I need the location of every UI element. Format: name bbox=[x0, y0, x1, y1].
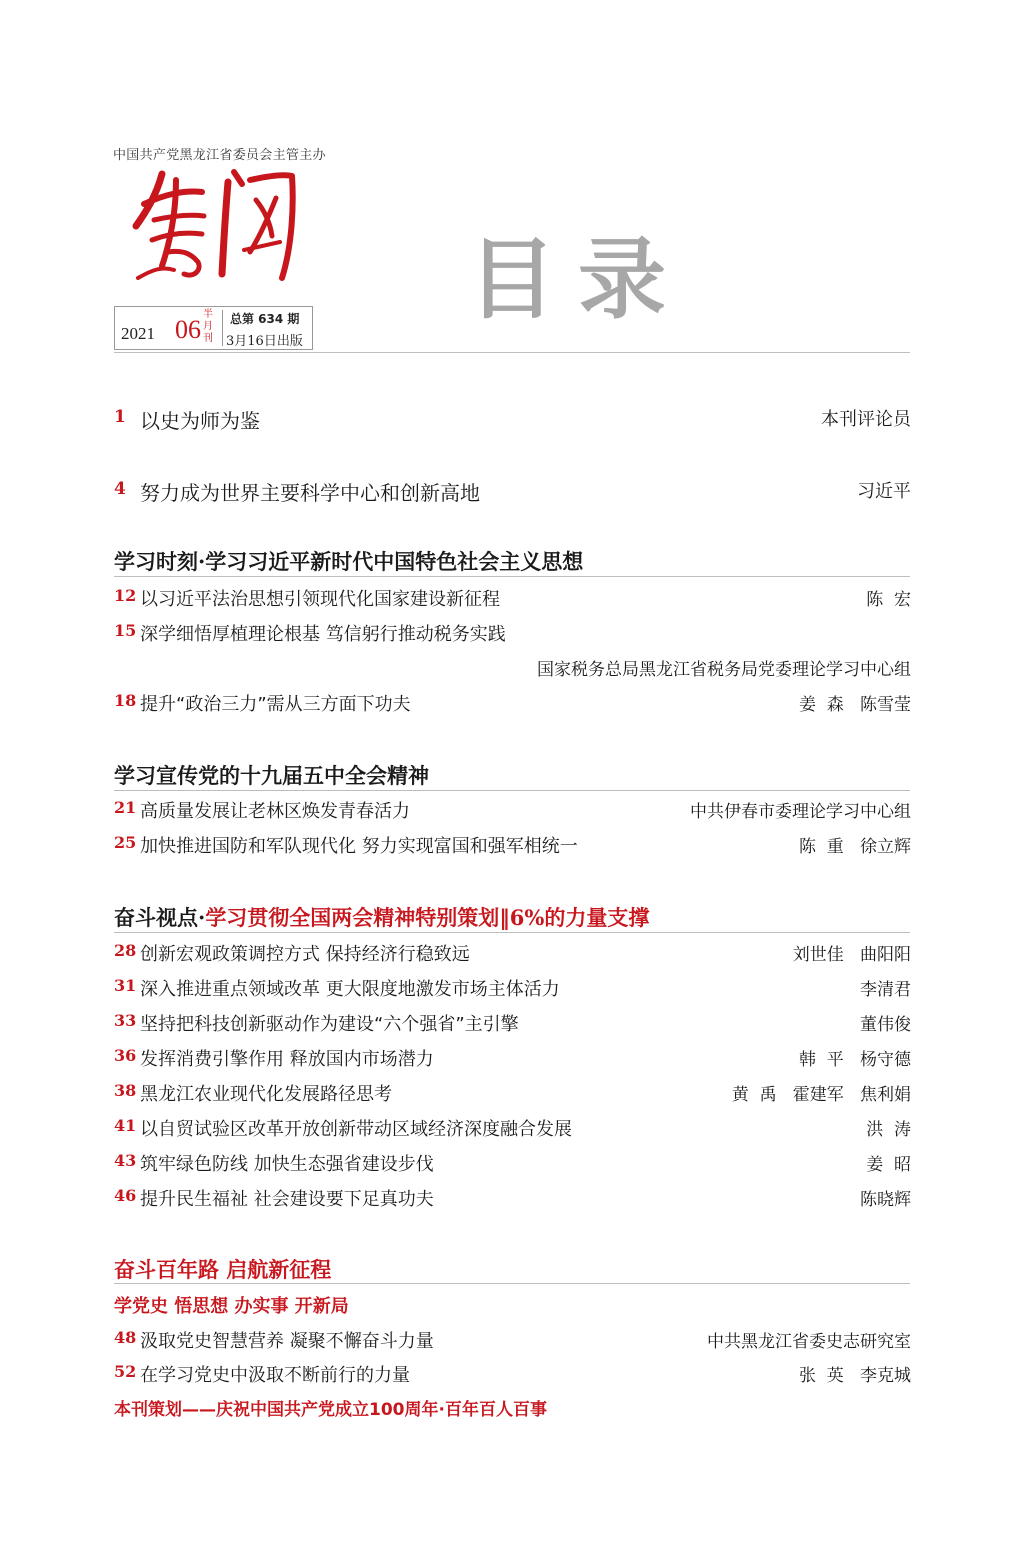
article-author: 洪 涛 bbox=[866, 1120, 911, 1140]
page-number: 15 bbox=[114, 621, 137, 640]
page-number: 33 bbox=[114, 1011, 137, 1030]
toc-entry[interactable] bbox=[114, 1359, 911, 1389]
section-heading bbox=[114, 902, 649, 932]
page-number: 46 bbox=[114, 1186, 137, 1205]
section-rule bbox=[114, 576, 910, 577]
article-author: 陈晓辉 bbox=[860, 1190, 911, 1210]
article-title: 以史为师为鉴 bbox=[140, 409, 260, 433]
page-number: 28 bbox=[114, 941, 137, 960]
header-rule bbox=[114, 352, 910, 353]
article-title: 汲取党史智慧营养 凝聚不懈奋斗力量 bbox=[140, 1331, 434, 1352]
toc-entry[interactable] bbox=[114, 403, 911, 433]
supervisor-line: 中国共产党黑龙江省委员会主管主办 bbox=[113, 148, 326, 163]
article-author: 张 英 李克城 bbox=[798, 1366, 911, 1386]
toc-entry[interactable] bbox=[114, 1078, 911, 1108]
article-title: 以自贸试验区改革开放创新带动区域经济深度融合发展 bbox=[140, 1119, 572, 1140]
section-heading: 奋斗百年路 启航新征程 bbox=[114, 1257, 332, 1282]
article-author: 中共黑龙江省委史志研究室 bbox=[707, 1332, 911, 1352]
section-rule bbox=[114, 932, 910, 933]
section-rule bbox=[114, 790, 910, 791]
section-subheading: 学党史 悟思想 办实事 开新局 bbox=[114, 1296, 349, 1317]
article-title: 高质量发展让老林区焕发青春活力 bbox=[140, 801, 410, 822]
article-author: 习近平 bbox=[857, 481, 911, 502]
page-number: 4 bbox=[114, 479, 126, 499]
article-title: 深入推进重点领域改革 更大限度地激发市场主体活力 bbox=[140, 979, 560, 1000]
article-title: 坚持把科技创新驱动作为建设“六个强省”主引擎 bbox=[140, 1014, 519, 1035]
toc-title: 目录 bbox=[468, 228, 689, 331]
magazine-logo bbox=[132, 166, 302, 286]
toc-entry[interactable] bbox=[114, 1043, 911, 1073]
article-author-org: 国家税务总局黑龙江省税务局党委理论学习中心组 bbox=[537, 660, 911, 680]
article-author: 陈 重 徐立辉 bbox=[798, 837, 911, 857]
article-title: 发挥消费引擎作用 释放国内市场潜力 bbox=[140, 1049, 434, 1070]
total-issue: 总第 634 期 bbox=[230, 312, 300, 326]
section-heading-prefix: 奋斗视点· bbox=[114, 905, 206, 930]
toc-entry[interactable] bbox=[114, 795, 911, 825]
page-number: 18 bbox=[114, 691, 137, 710]
section-heading: 学习宣传党的十九届五中全会精神 bbox=[114, 763, 429, 788]
page-number: 43 bbox=[114, 1151, 137, 1170]
page-number: 1 bbox=[114, 407, 126, 427]
article-title: 加快推进国防和军队现代化 努力实现富国和强军相统一 bbox=[140, 836, 578, 857]
article-title: 深学细悟厚植理论根基 笃信躬行推动税务实践 bbox=[140, 624, 506, 645]
toc-entry[interactable] bbox=[114, 618, 911, 648]
toc-entry[interactable] bbox=[114, 475, 911, 505]
issue-frequency: 半月刊 bbox=[203, 309, 213, 344]
toc-entry[interactable] bbox=[114, 973, 911, 1003]
article-author: 刘世佳 曲阳阳 bbox=[792, 945, 911, 965]
issue-divider bbox=[222, 310, 223, 346]
article-title: 黑龙江农业现代化发展路径思考 bbox=[140, 1084, 392, 1105]
article-author: 韩 平 杨守德 bbox=[798, 1050, 911, 1070]
article-title: 以习近平法治思想引领现代化国家建设新征程 bbox=[140, 589, 500, 610]
article-title: 努力成为世界主要科学中心和创新高地 bbox=[140, 481, 480, 505]
page-number: 48 bbox=[114, 1328, 137, 1347]
article-title: 提升民生福祉 社会建设要下足真功夫 bbox=[140, 1189, 434, 1210]
toc-entry[interactable] bbox=[114, 830, 911, 860]
issue-number: 06 bbox=[175, 315, 201, 344]
toc-entry[interactable] bbox=[114, 1113, 911, 1143]
toc-entry[interactable] bbox=[114, 1148, 911, 1178]
page-number: 38 bbox=[114, 1081, 137, 1100]
page-number: 12 bbox=[114, 586, 137, 605]
page-number: 31 bbox=[114, 976, 137, 995]
page-number: 52 bbox=[114, 1362, 137, 1381]
toc-entry[interactable] bbox=[114, 1008, 911, 1038]
article-author: 李清君 bbox=[860, 980, 911, 1000]
article-author: 姜 森 陈雪莹 bbox=[798, 695, 911, 715]
publish-date: 3月16日出版 bbox=[226, 334, 303, 349]
article-author: 本刊评论员 bbox=[821, 409, 911, 430]
section-rule bbox=[114, 1283, 910, 1284]
article-author: 陈 宏 bbox=[866, 590, 911, 610]
toc-entry[interactable] bbox=[114, 688, 911, 718]
page-number: 21 bbox=[114, 798, 137, 817]
article-author: 董伟俊 bbox=[860, 1015, 911, 1035]
article-author: 黄 禹 霍建军 焦利娟 bbox=[731, 1085, 911, 1105]
special-plan-heading: 本刊策划——庆祝中国共产党成立100周年·百年百人百事 bbox=[114, 1400, 547, 1420]
article-title: 筑牢绿色防线 加快生态强省建设步伐 bbox=[140, 1154, 434, 1175]
issue-box bbox=[114, 306, 313, 350]
section-heading-highlight: 学习贯彻全国两会精神特别策划‖6%的力量支撑 bbox=[205, 905, 650, 930]
article-title: 提升“政治三力”需从三方面下功夫 bbox=[140, 694, 411, 715]
toc-entry[interactable] bbox=[114, 1325, 911, 1355]
article-title: 在学习党史中汲取不断前行的力量 bbox=[140, 1365, 410, 1386]
page-number: 25 bbox=[114, 833, 137, 852]
article-author: 姜 昭 bbox=[866, 1155, 911, 1175]
toc-entry[interactable] bbox=[114, 1183, 911, 1213]
toc-entry[interactable] bbox=[114, 583, 911, 613]
toc-entry[interactable] bbox=[114, 938, 911, 968]
page-number: 41 bbox=[114, 1116, 137, 1135]
page-number: 36 bbox=[114, 1046, 137, 1065]
article-title: 创新宏观政策调控方式 保持经济行稳致远 bbox=[140, 944, 470, 965]
section-heading: 学习时刻·学习习近平新时代中国特色社会主义思想 bbox=[114, 549, 584, 574]
article-author: 中共伊春市委理论学习中心组 bbox=[690, 802, 911, 822]
issue-year: 2021 bbox=[121, 324, 155, 343]
